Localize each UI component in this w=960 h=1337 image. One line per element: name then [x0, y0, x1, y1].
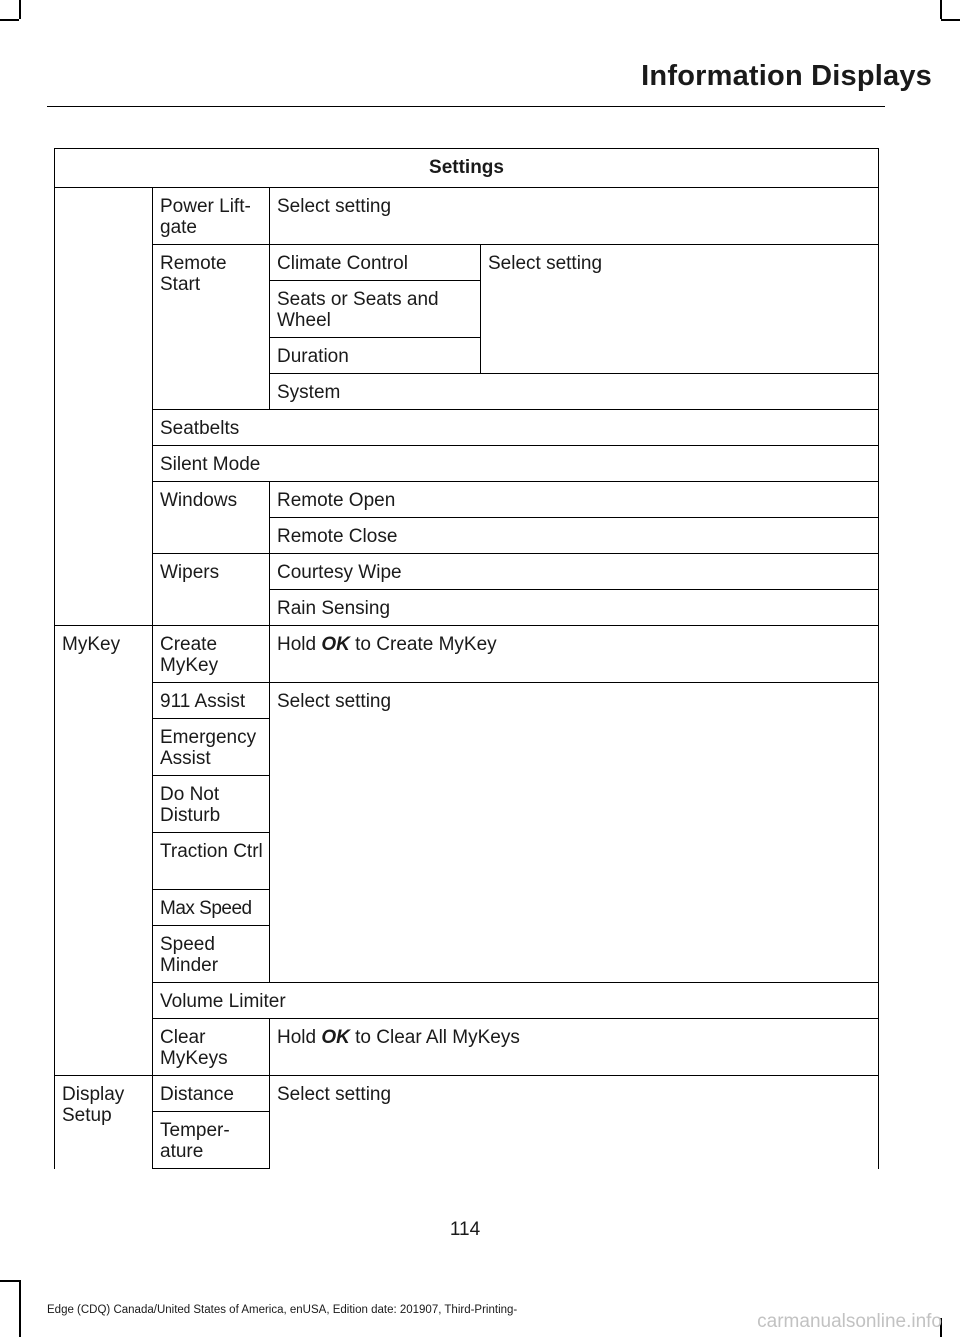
- crop-mark: [940, 0, 942, 19]
- table-cell: Rain Sensing: [270, 590, 879, 626]
- hold-text: Hold: [277, 1027, 317, 1048]
- action-text: to Clear All MyKeys: [355, 1027, 520, 1048]
- table-cell: System: [270, 374, 879, 410]
- table-cell: Power Lift-gate: [153, 188, 270, 245]
- crop-mark: [0, 19, 19, 21]
- action-text: to Create MyKey: [355, 634, 497, 655]
- table-cell: Duration: [270, 338, 481, 374]
- table-cell: Silent Mode: [153, 446, 879, 482]
- table-cell: Traction Ctrl: [153, 833, 270, 890]
- table-cell: Windows: [153, 482, 270, 554]
- table-cell: Display Setup: [55, 1076, 153, 1169]
- table-cell: [270, 626, 879, 683]
- table-cell: Select setting: [270, 188, 879, 245]
- table-cell: Temper-ature: [153, 1112, 270, 1169]
- ok-button-label: OK: [321, 1027, 350, 1048]
- table-cell: 911 Assist: [153, 683, 270, 719]
- table-cell: Seats or Seats and Wheel: [270, 281, 481, 338]
- settings-table: [54, 148, 879, 1169]
- table-cell: Volume Limiter: [153, 983, 879, 1019]
- table-cell: Climate Control: [270, 245, 481, 281]
- table-cell: Remote Start: [153, 245, 270, 410]
- crop-mark: [19, 1280, 21, 1337]
- table-cell: Distance: [153, 1076, 270, 1112]
- table-cell: Remote Close: [270, 518, 879, 554]
- table-cell: Speed Minder: [153, 926, 270, 983]
- table-cell: Select setting: [481, 245, 879, 374]
- table-cell: Select setting: [270, 683, 879, 983]
- table-cell: Create MyKey: [153, 626, 270, 683]
- table-cell: Do Not Disturb: [153, 776, 270, 833]
- table-cell: Remote Open: [270, 482, 879, 518]
- table-cell: Max Speed: [153, 890, 270, 926]
- ok-button-label: OK: [321, 634, 350, 655]
- footer-text: Edge (CDQ) Canada/United States of America, enUSA, Edition date: 201907, Third-Printing-: [47, 1304, 518, 1316]
- table-cell-empty: [55, 188, 153, 626]
- table-cell: Courtesy Wipe: [270, 554, 879, 590]
- table-cell: [270, 1019, 879, 1076]
- table-cell: Select setting: [270, 1076, 879, 1169]
- table-cell: MyKey: [55, 626, 153, 1076]
- header-divider: [47, 106, 885, 107]
- crop-mark: [941, 19, 960, 21]
- table-cell: Emergency Assist: [153, 719, 270, 776]
- page-title: Information Displays: [641, 60, 932, 92]
- table-cell: Clear MyKeys: [153, 1019, 270, 1076]
- hold-text: Hold: [277, 634, 317, 655]
- watermark: carmanualsonline.info: [757, 1311, 942, 1332]
- crop-mark: [19, 0, 21, 19]
- crop-mark: [0, 1280, 19, 1282]
- page-number: 114: [449, 1219, 481, 1240]
- table-cell: Wipers: [153, 554, 270, 626]
- table-cell: Seatbelts: [153, 410, 879, 446]
- table-title: Settings: [55, 149, 879, 188]
